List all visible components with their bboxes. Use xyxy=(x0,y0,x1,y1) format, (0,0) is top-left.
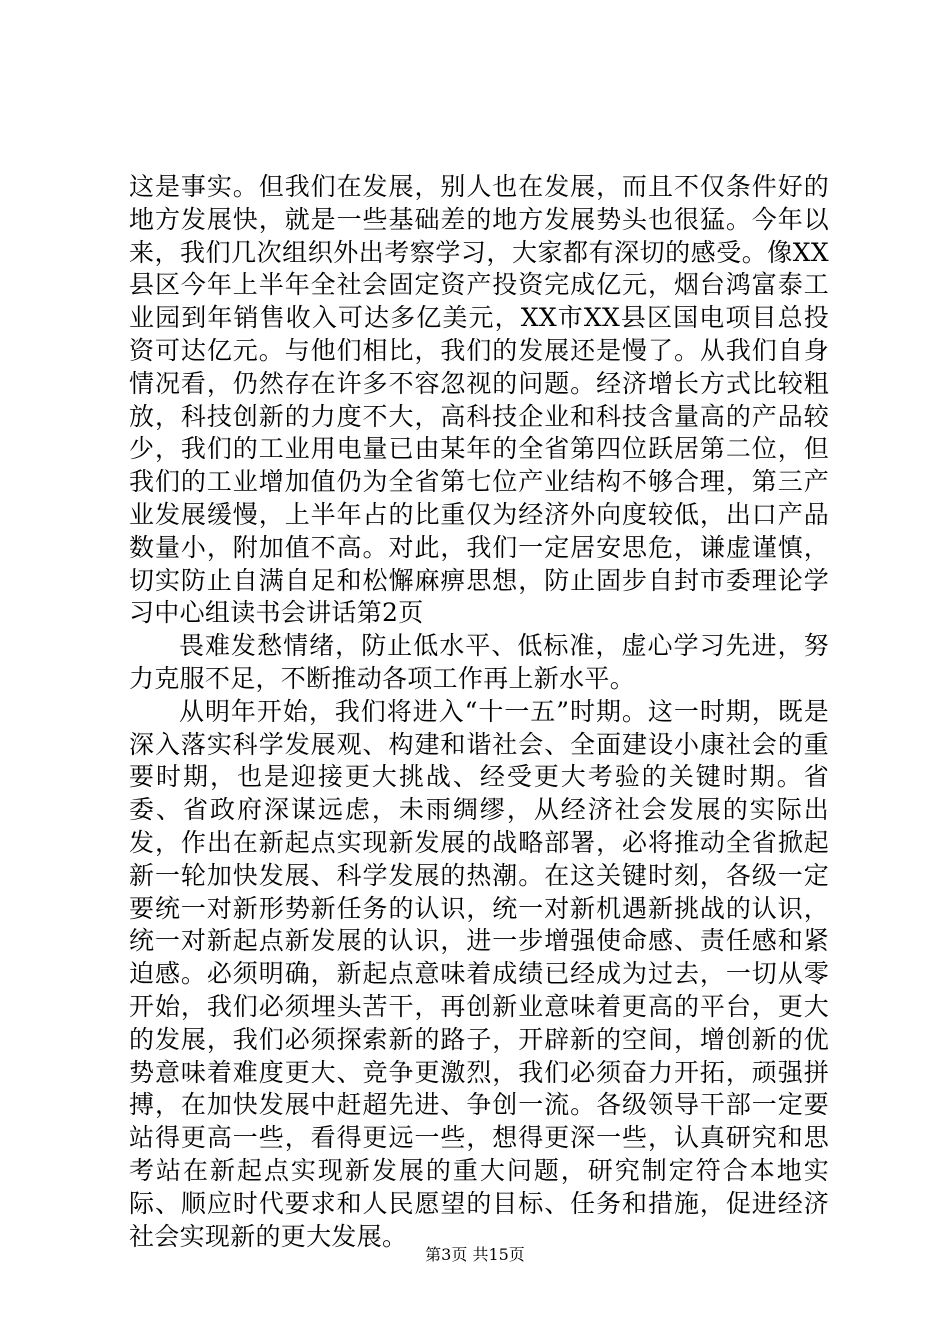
paragraph-third: 从明年开始，我们将进入“十一五”时期。这一时期，既是深入落实科学发展观、构建和谐社会、全面建设小康社会的重要时期，也是迎接更大挑战、经受更大考验的关键时期。省委、省政府深谋远虑，未雨绸缪，从经济社会发展的实际出发，作出在新起点实现新发展的战略部署，必将推动全省掀起新一轮加快发展、科学发展的热潮。在这关键时刻，各级一定要统一对新形势新任务的认识，统一对新机遇新挑战的认识，统一对新起点新发展的认识，进一步增强使命感、责任感和紧迫感。必须明确，新起点意味着成绩已经成为过去，一切从零开始，我们必须埋头苦干，再创新业意味着更高的平台，更大的发展，我们必须探索新的路子，开辟新的空间，增创新的优势意味着难度更大、竞争更激烈，我们必须奋力开拓，顽强拼搏，在加快发展中赶超先进、争创一流。各级领导干部一定要站得更高一些，看得更远一些，想得更深一些，认真研究和思考站在新起点实现新发展的重大问题，研究制定符合本地实际、顺应时代要求和人民愿望的目标、任务和措施，促进经济社会实现新的更大发展。 xyxy=(129,696,829,1251)
paragraph-continued: 这是事实。但我们在发展，别人也在发展，而且不仅条件好的地方发展快，就是一些基础差的地方发展势头也很猛。今年以来，我们几次组织外出考察学习，大家都有深切的感受。像XX县区今年上半年全社会固定资产投资完成亿元，烟台鸿富泰工业园到年销售收入可达多亿美元，XX市XX县区国电项目总投资可达亿元。与他们相比，我们的发展还是慢了。从我们自身情况看，仍然存在许多不容忽视的问题。经济增长方式比较粗放，科技创新的力度不大，高科技企业和科技含量高的产品较少，我们的工业用电量已由某年的全省第四位跃居第二位，但我们的工业增加值仍为全省第七位产业结构不够合理，第三产业发展缓慢，上半年占的比重仅为经济外向度较低，出口产品数量小，附加值不高。对此，我们一定居安思危，谦虚谨慎，切实防止自满自足和松懈麻痹思想，防止固步自封市委理论学习中心组读书会讲话第2页 xyxy=(129,172,829,628)
page-footer: 第3页 共15页 xyxy=(425,1245,525,1264)
paragraph-second: 畏难发愁情绪，防止低水平、低标准，虚心学习先进，努力克服不足，不断推动各项工作再上新水平。 xyxy=(129,631,829,693)
body-text xyxy=(129,171,829,1253)
